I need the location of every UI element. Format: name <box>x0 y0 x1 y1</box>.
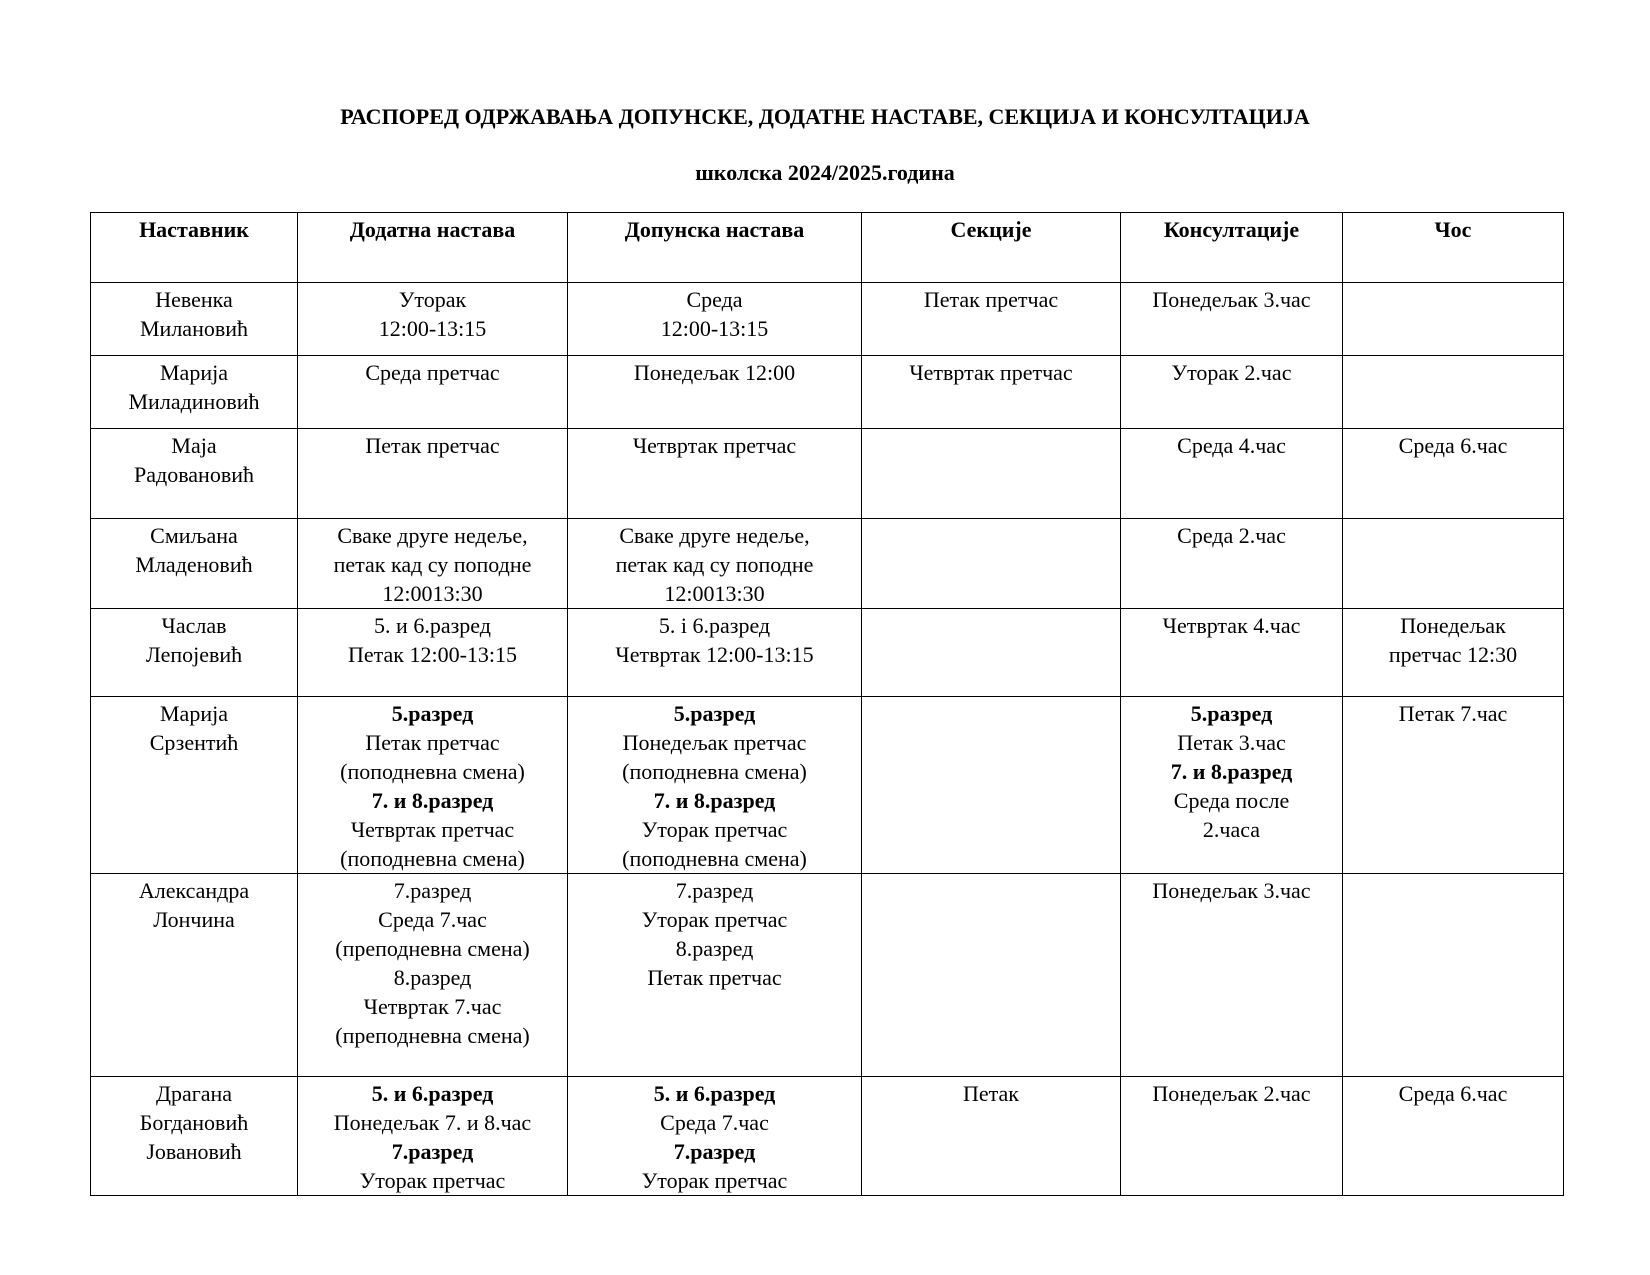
cell-line: Среда 7.час <box>378 907 487 932</box>
cell-dodatna <box>298 1077 568 1196</box>
cell-line: Сваке друге недеље, <box>619 523 810 548</box>
cell-line: 7. и 8.разред <box>1170 759 1293 784</box>
cell-line: Милановић <box>139 316 248 341</box>
cell-line: Уторак претчас <box>641 1168 788 1193</box>
cell-line: Четвртак 12:00-13:15 <box>615 642 814 667</box>
cell-line: 5. и 6.разред <box>653 1081 776 1106</box>
cell-line: 12:0013:30 <box>664 581 765 606</box>
cell-chos <box>1343 1077 1564 1196</box>
cell-chos <box>1343 356 1564 429</box>
cell-konsultacije <box>1121 519 1343 609</box>
cell-line: Марија <box>160 360 228 385</box>
cell-line: (преподневна смена) <box>335 1023 530 1048</box>
cell-konsultacije <box>1121 429 1343 519</box>
cell-line: 12:00-13:15 <box>660 316 769 341</box>
cell-teacher <box>91 1077 298 1196</box>
table-row <box>91 519 1564 609</box>
cell-line: 5.разред <box>1190 701 1273 726</box>
cell-line: Среда <box>686 287 743 312</box>
cell-line: 12:00-13:15 <box>378 316 487 341</box>
cell-line: 7. и 8.разред <box>653 788 776 813</box>
cell-teacher <box>91 697 298 874</box>
cell-line: Уторак 2.час <box>1171 360 1292 385</box>
cell-line: Петак претчас <box>923 287 1059 312</box>
cell-line: Петак <box>963 1081 1019 1106</box>
cell-line: Уторак претчас <box>641 907 788 932</box>
cell-dopunska <box>568 697 862 874</box>
cell-line: Уторак претчас <box>359 1168 506 1193</box>
cell-line: 8.разред <box>393 965 472 990</box>
cell-konsultacije <box>1121 874 1343 1077</box>
cell-line: Лончина <box>153 907 235 932</box>
table-row <box>91 609 1564 697</box>
cell-chos <box>1343 519 1564 609</box>
cell-dopunska <box>568 429 862 519</box>
cell-line: Понедељак <box>1400 613 1506 638</box>
cell-line: Миладиновић <box>128 389 260 414</box>
document-subtitle: школска 2024/2025.година <box>695 160 955 185</box>
cell-sekcije <box>862 356 1121 429</box>
cell-line: 5.разред <box>391 701 474 726</box>
cell-chos <box>1343 429 1564 519</box>
table-row <box>91 356 1564 429</box>
cell-line: Петак претчас <box>365 433 500 458</box>
cell-sekcije <box>862 283 1121 356</box>
cell-teacher <box>91 429 298 519</box>
cell-line: Понедељак 7. и 8.час <box>333 1110 532 1135</box>
cell-konsultacije <box>1121 283 1343 356</box>
cell-line: (преподневна смена) <box>335 936 530 961</box>
cell-line: 7.разред <box>675 878 754 903</box>
cell-line: Маја <box>171 433 217 458</box>
cell-teacher <box>91 874 298 1077</box>
cell-chos <box>1343 697 1564 874</box>
cell-teacher <box>91 356 298 429</box>
cell-line: Петак 12:00-13:15 <box>347 642 518 667</box>
cell-line: 8.разред <box>675 936 754 961</box>
cell-dodatna <box>298 609 568 697</box>
cell-line: Среда 6.час <box>1398 1081 1508 1106</box>
cell-line: Четвртак 7.час <box>363 994 502 1019</box>
cell-dodatna <box>298 697 568 874</box>
cell-line: Понедељак 3.час <box>1152 878 1311 903</box>
header-dodatna: Додатна настава <box>298 213 568 283</box>
cell-line: Среда 4.час <box>1177 433 1286 458</box>
cell-line: Младеновић <box>135 552 253 577</box>
cell-dopunska <box>568 356 862 429</box>
cell-line: Среда 6.час <box>1398 433 1508 458</box>
cell-line: (поподневна смена) <box>622 759 807 784</box>
cell-line: Сваке друге недеље, <box>337 523 528 548</box>
cell-chos <box>1343 283 1564 356</box>
table-row <box>91 429 1564 519</box>
cell-sekcije <box>862 609 1121 697</box>
cell-line: Четвртак претчас <box>909 360 1073 385</box>
schedule-body <box>91 283 1564 1196</box>
cell-sekcije <box>862 874 1121 1077</box>
cell-line: Драгана <box>155 1081 233 1106</box>
cell-line: Среда после <box>1173 788 1290 813</box>
cell-sekcije <box>862 519 1121 609</box>
cell-dodatna <box>298 283 568 356</box>
cell-line: Јовановић <box>146 1139 242 1164</box>
header-row <box>91 213 1564 283</box>
cell-line: Понедељак претчас <box>622 730 807 755</box>
table-row <box>91 697 1564 874</box>
cell-dopunska <box>568 609 862 697</box>
cell-teacher <box>91 609 298 697</box>
cell-line: (поподневна смена) <box>340 759 525 784</box>
cell-line: Срзентић <box>149 730 239 755</box>
cell-dodatna <box>298 874 568 1077</box>
cell-line: 5.разред <box>673 701 756 726</box>
cell-line: Среда 7.час <box>660 1110 769 1135</box>
cell-konsultacije <box>1121 609 1343 697</box>
header-sekcije: Секције <box>862 213 1121 283</box>
cell-chos <box>1343 609 1564 697</box>
cell-line: Петак 7.час <box>1398 701 1508 726</box>
cell-line: Среда 2.час <box>1177 523 1286 548</box>
table-row <box>91 283 1564 356</box>
cell-line: претчас 12:30 <box>1388 642 1518 667</box>
cell-line: Радовановић <box>134 462 254 487</box>
header-teacher: Наставник <box>91 213 298 283</box>
cell-sekcije <box>862 429 1121 519</box>
cell-line: Невенка <box>155 287 233 312</box>
cell-dopunska <box>568 519 862 609</box>
table-row <box>91 1077 1564 1196</box>
cell-line: 5. и 6.разред <box>374 613 491 638</box>
cell-line: Часлав <box>161 613 227 638</box>
cell-konsultacije <box>1121 697 1343 874</box>
cell-line: 7.разред <box>673 1139 756 1164</box>
cell-line: Понедељак 12:00 <box>633 360 796 385</box>
header-konsultacije: Консултације <box>1121 213 1343 283</box>
cell-line: Смиљана <box>150 523 238 548</box>
cell-line: петак кад су поподне <box>615 552 814 577</box>
cell-dodatna <box>298 429 568 519</box>
cell-line: 7.разред <box>391 1139 474 1164</box>
schedule-table <box>90 212 1564 1196</box>
cell-teacher <box>91 283 298 356</box>
table-row <box>91 874 1564 1077</box>
cell-line: Богдановић <box>139 1110 249 1135</box>
cell-line: Марија <box>160 701 228 726</box>
cell-line: 2.часа <box>1202 817 1261 842</box>
cell-line: Понедељак 3.час <box>1152 287 1311 312</box>
cell-line: Четвртак претчас <box>632 433 797 458</box>
cell-line: Петак 3.час <box>1177 730 1286 755</box>
cell-line: Лепојевић <box>145 642 243 667</box>
cell-line: 7.разред <box>393 878 472 903</box>
cell-line: Четвртак претчас <box>350 817 515 842</box>
cell-line: Уторак <box>398 287 467 312</box>
cell-line: Петак претчас <box>647 965 782 990</box>
cell-line: Александра <box>138 878 250 903</box>
cell-line: Уторак претчас <box>641 817 788 842</box>
cell-dopunska <box>568 874 862 1077</box>
cell-chos <box>1343 874 1564 1077</box>
cell-teacher <box>91 519 298 609</box>
cell-sekcije <box>862 697 1121 874</box>
cell-line: Четвртак 4.час <box>1162 613 1301 638</box>
cell-line: 7. и 8.разред <box>371 788 494 813</box>
cell-line: 5. і 6.разред <box>658 613 771 638</box>
cell-dodatna <box>298 519 568 609</box>
header-dopunska: Допунска настава <box>568 213 862 283</box>
cell-line: Петак претчас <box>365 730 500 755</box>
cell-dopunska <box>568 283 862 356</box>
cell-line: (поподневна смена) <box>622 846 807 871</box>
cell-dodatna <box>298 356 568 429</box>
header-chos: Чос <box>1343 213 1564 283</box>
cell-line: (поподневна смена) <box>340 846 525 871</box>
cell-line: 12:0013:30 <box>382 581 483 606</box>
cell-line: 5. и 6.разред <box>371 1081 494 1106</box>
cell-dopunska <box>568 1077 862 1196</box>
document-title: РАСПОРЕД ОДРЖАВАЊА ДОПУНСКЕ, ДОДАТНЕ НАСТАВЕ, СЕКЦИЈА И КОНСУЛТАЦИЈА <box>340 104 1310 129</box>
cell-line: петак кад су поподне <box>333 552 532 577</box>
cell-konsultacije <box>1121 356 1343 429</box>
cell-line: Среда претчас <box>365 360 500 385</box>
cell-konsultacije <box>1121 1077 1343 1196</box>
cell-sekcije <box>862 1077 1121 1196</box>
cell-line: Понедељак 2.час <box>1152 1081 1311 1106</box>
